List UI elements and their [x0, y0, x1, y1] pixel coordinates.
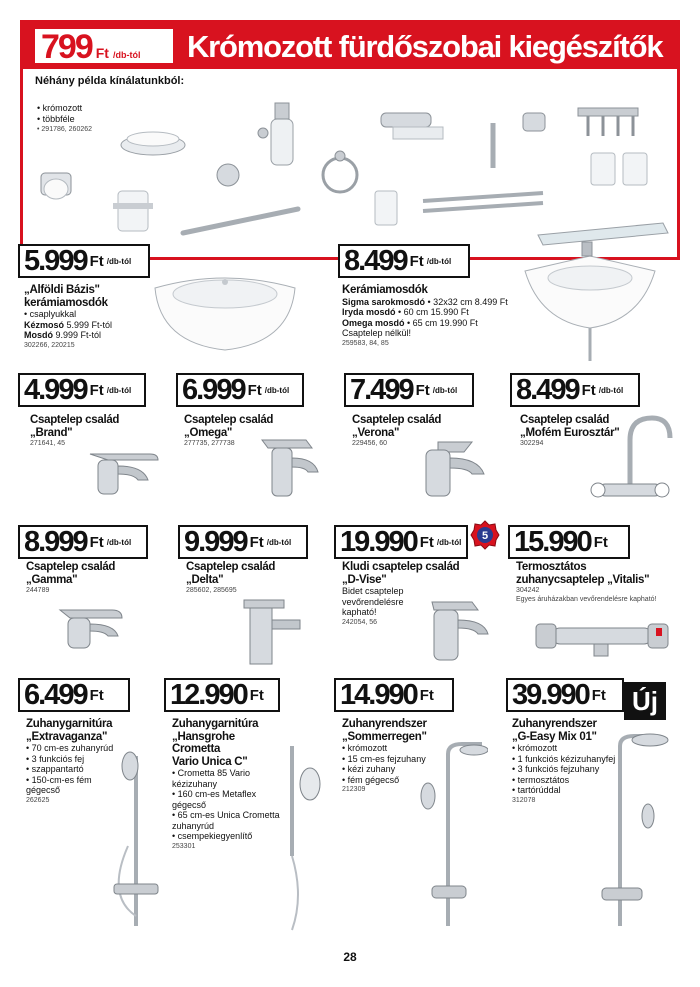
price-currency: Ft [89, 381, 104, 399]
product-bullet: • 3 funkciós fejzuhany [512, 764, 632, 775]
price-unit: /db-tól [264, 385, 290, 395]
product-name: Csaptelep család [26, 561, 116, 573]
product-line-label: Omega mosdó [342, 317, 405, 328]
product-bullet: • 70 cm-es zuhanyrúd [26, 743, 126, 754]
product-bullet: • 150-cm-es fém gégecső [26, 775, 126, 796]
price-currency: Ft [89, 533, 104, 551]
price-tag [506, 678, 624, 712]
product-code: 285602, 285695 [186, 587, 237, 594]
product-code: 277735, 277738 [184, 440, 235, 447]
product-bullet: • krómozott [342, 743, 442, 754]
product-name: Csaptelep család [352, 414, 442, 426]
product-name: „Alföldi Bázis" [24, 284, 100, 296]
faucet-dvise-image [420, 598, 500, 670]
price-currency: Ft [419, 533, 434, 551]
product-line-label: Kézmosó [24, 319, 65, 330]
price-tag [508, 525, 630, 559]
faucet-verona-image [408, 436, 498, 506]
promo-seal-icon [470, 520, 500, 550]
product-note: Csaptelep nélkül! [342, 328, 412, 338]
corner-washbasin-image [520, 236, 660, 366]
product-line-text: • 65 cm 19.990 Ft [404, 317, 478, 328]
product-bullet: • termosztátos [512, 775, 632, 786]
shower-set-extravaganza-image [96, 736, 176, 936]
product-code: 229456, 60 [352, 440, 388, 447]
price-tag [334, 678, 454, 712]
price-tag [18, 678, 130, 712]
faucet-omega-image [258, 432, 328, 507]
product-name: Csaptelep család [184, 414, 274, 426]
price-currency: Ft [247, 381, 262, 399]
product-name: Termosztátos [516, 561, 587, 573]
price-tag [344, 373, 474, 407]
product-name: „Hansgrohe [172, 730, 235, 743]
product-name: Kludi csaptelep család [342, 561, 460, 573]
product-code: 253301 [172, 842, 196, 850]
price-value: 9.999 [184, 526, 247, 558]
header-bullet: • krómozott [37, 103, 92, 114]
product-bullet: • 65 cm-es Unica Crometta zuhanyrúd [172, 810, 282, 831]
product-bullet: • 3 funkciós fej [26, 754, 126, 765]
intro-text: Néhány példa kínálatunkból: [35, 75, 185, 87]
price-tag [334, 525, 468, 559]
price-unit: /db-tól [266, 537, 292, 547]
product-name: „G-Easy Mix 01" [512, 730, 597, 743]
product-name: Zuhanyrendszer [342, 718, 427, 730]
price-value: 6.499 [24, 679, 87, 711]
product-info [516, 561, 686, 604]
product-bullet: • 1 funkciós kézizuhanyfej [512, 754, 632, 765]
price-currency: Ft [581, 381, 596, 399]
product-name: Csaptelep család [30, 414, 120, 426]
product-line-text: • 32x32 cm 8.499 Ft [425, 296, 508, 307]
price-currency: Ft [593, 533, 608, 551]
price-value: 39.990 [512, 679, 589, 711]
faucet-delta-image [236, 594, 306, 674]
product-name: „Delta" [186, 573, 224, 586]
product-name: Csaptelep család [186, 561, 276, 573]
product-name: „D-Vise" [342, 573, 387, 586]
product-name: „Verona" [352, 426, 400, 439]
accessories-image [23, 73, 677, 257]
product-name: Zuhanygarnitúra [26, 718, 113, 730]
price-value: 7.499 [350, 374, 413, 406]
thermostatic-mixer-image [532, 614, 672, 664]
promo-seal-text: 5 [481, 530, 489, 542]
product-name: Csaptelep család [520, 414, 610, 426]
price-value: 12.990 [170, 679, 247, 711]
product-line-text: • 60 cm 15.990 Ft [395, 307, 469, 317]
price-value: 8.999 [24, 526, 87, 558]
product-bullet: • fém gégecső [342, 775, 442, 786]
price-tag [510, 373, 640, 407]
product-name: Zuhanyrendszer [512, 718, 597, 730]
product-line-label: Iryda mosdó [342, 307, 396, 317]
product-name: Kerámiamosdók [342, 284, 428, 296]
price-currency: Ft [249, 533, 264, 551]
product-code: 302294 [520, 440, 544, 447]
new-badge: Új [624, 682, 666, 720]
faucet-gamma-image [50, 600, 140, 660]
price-value: 19.990 [340, 526, 417, 558]
price-unit: /db-tól [598, 385, 624, 395]
product-code: 304242 [516, 587, 540, 594]
product-bullet: • Crometta 85 Vario kézizuhany [172, 768, 282, 789]
faucet-eurosztar-image [580, 410, 680, 510]
product-code: 242054, 56 [342, 618, 378, 626]
shower-system-geasy-image [590, 726, 680, 936]
product-info [186, 561, 306, 595]
product-name: „Sommerregen" [342, 730, 427, 743]
price-unit: /db-tól [426, 256, 452, 266]
product-info [26, 561, 146, 595]
product-code: 212309 [342, 786, 366, 793]
page-title: Krómozott fürdőszobai kiegészítők [187, 29, 663, 64]
price-unit: /db-tól [106, 256, 132, 266]
price-value: 5.999 [24, 245, 87, 277]
product-name: Crometta [172, 743, 221, 755]
product-line-label: Sigma sarokmosdó [342, 296, 426, 307]
price-value: 6.999 [182, 374, 245, 406]
price-value: 8.499 [344, 245, 407, 277]
price-tag [18, 244, 150, 278]
price-tag [338, 244, 470, 278]
product-name: „Extravaganza" [26, 730, 108, 743]
price-unit: /db-tól [432, 385, 458, 395]
header-currency: Ft [95, 45, 109, 61]
product-name: „Gamma" [26, 573, 78, 586]
product-bullet: • csempekiegyenlítő [172, 831, 282, 842]
accessories-section [20, 20, 680, 260]
price-currency: Ft [415, 381, 430, 399]
product-name: „Omega" [184, 426, 233, 439]
product-bullet: • 15 cm-es fejzuhany [342, 754, 442, 765]
faucet-brand-image [80, 434, 170, 504]
washbasin-image [150, 258, 300, 358]
header-code: • 291786, 260262 [37, 125, 92, 134]
product-bullet: • kézi zuhany [342, 764, 442, 775]
product-code: 302266, 220215 [24, 341, 75, 349]
header-price-unit: /db-tól [112, 50, 141, 60]
price-currency: Ft [409, 252, 424, 270]
price-tag [176, 373, 304, 407]
product-info [342, 284, 532, 348]
product-name: „Brand" [30, 426, 73, 439]
product-code: 271641, 45 [30, 440, 66, 447]
price-unit: /db-tól [106, 537, 132, 547]
product-line-text: 5.999 Ft-tól [64, 319, 113, 330]
product-name: „Mofém Eurosztár" [520, 426, 620, 439]
product-name: Vario Unica C" [172, 755, 248, 768]
shower-set-hansgrohe-image [262, 706, 332, 936]
header-bullet: • többféle [37, 114, 92, 125]
product-bullet: • 160 cm-es Metaflex gégecső [172, 789, 282, 810]
product-line-label: Mosdó [24, 330, 53, 340]
product-bullet: • csaplyukkal [24, 309, 154, 320]
price-currency: Ft [419, 686, 434, 704]
price-tag [178, 525, 308, 559]
product-info [24, 284, 154, 350]
price-currency: Ft [89, 686, 104, 704]
product-code: 259583, 84, 85 [342, 339, 389, 347]
price-unit: /db-tól [436, 537, 462, 547]
page-number: 28 [343, 950, 357, 964]
price-unit: /db-tól [106, 385, 132, 395]
product-name: zuhanycsaptelep „Vitalis" [516, 573, 650, 586]
product-name: kerámiamosdók [24, 296, 108, 309]
product-bullet: • tartórúddal [512, 785, 632, 796]
product-code: 312078 [512, 796, 536, 804]
product-note: Egyes áruházakban vevőrendelésre kapható! [516, 596, 657, 603]
price-currency: Ft [89, 252, 104, 270]
product-line-text: 9.999 Ft-tól [53, 330, 102, 340]
header-price-tag [33, 27, 175, 65]
product-name: Zuhanygarnitúra [172, 718, 259, 730]
price-value: 8.499 [516, 374, 579, 406]
product-bullet: • krómozott [512, 743, 632, 754]
header-price: 799 [41, 28, 92, 66]
price-value: 14.990 [340, 679, 417, 711]
price-currency: Ft [249, 686, 264, 704]
price-tag [18, 373, 146, 407]
price-tag [18, 525, 148, 559]
product-code: 244789 [26, 587, 50, 594]
product-note: Bidet csaptelep vevőrendelésre kapható! [342, 586, 404, 617]
price-value: 15.990 [514, 526, 591, 558]
price-currency: Ft [591, 686, 606, 704]
shower-system-sommerregen-image [408, 736, 488, 936]
price-value: 4.999 [24, 374, 87, 406]
product-code: 262625 [26, 796, 50, 804]
product-bullet: • szappantartó [26, 764, 126, 775]
